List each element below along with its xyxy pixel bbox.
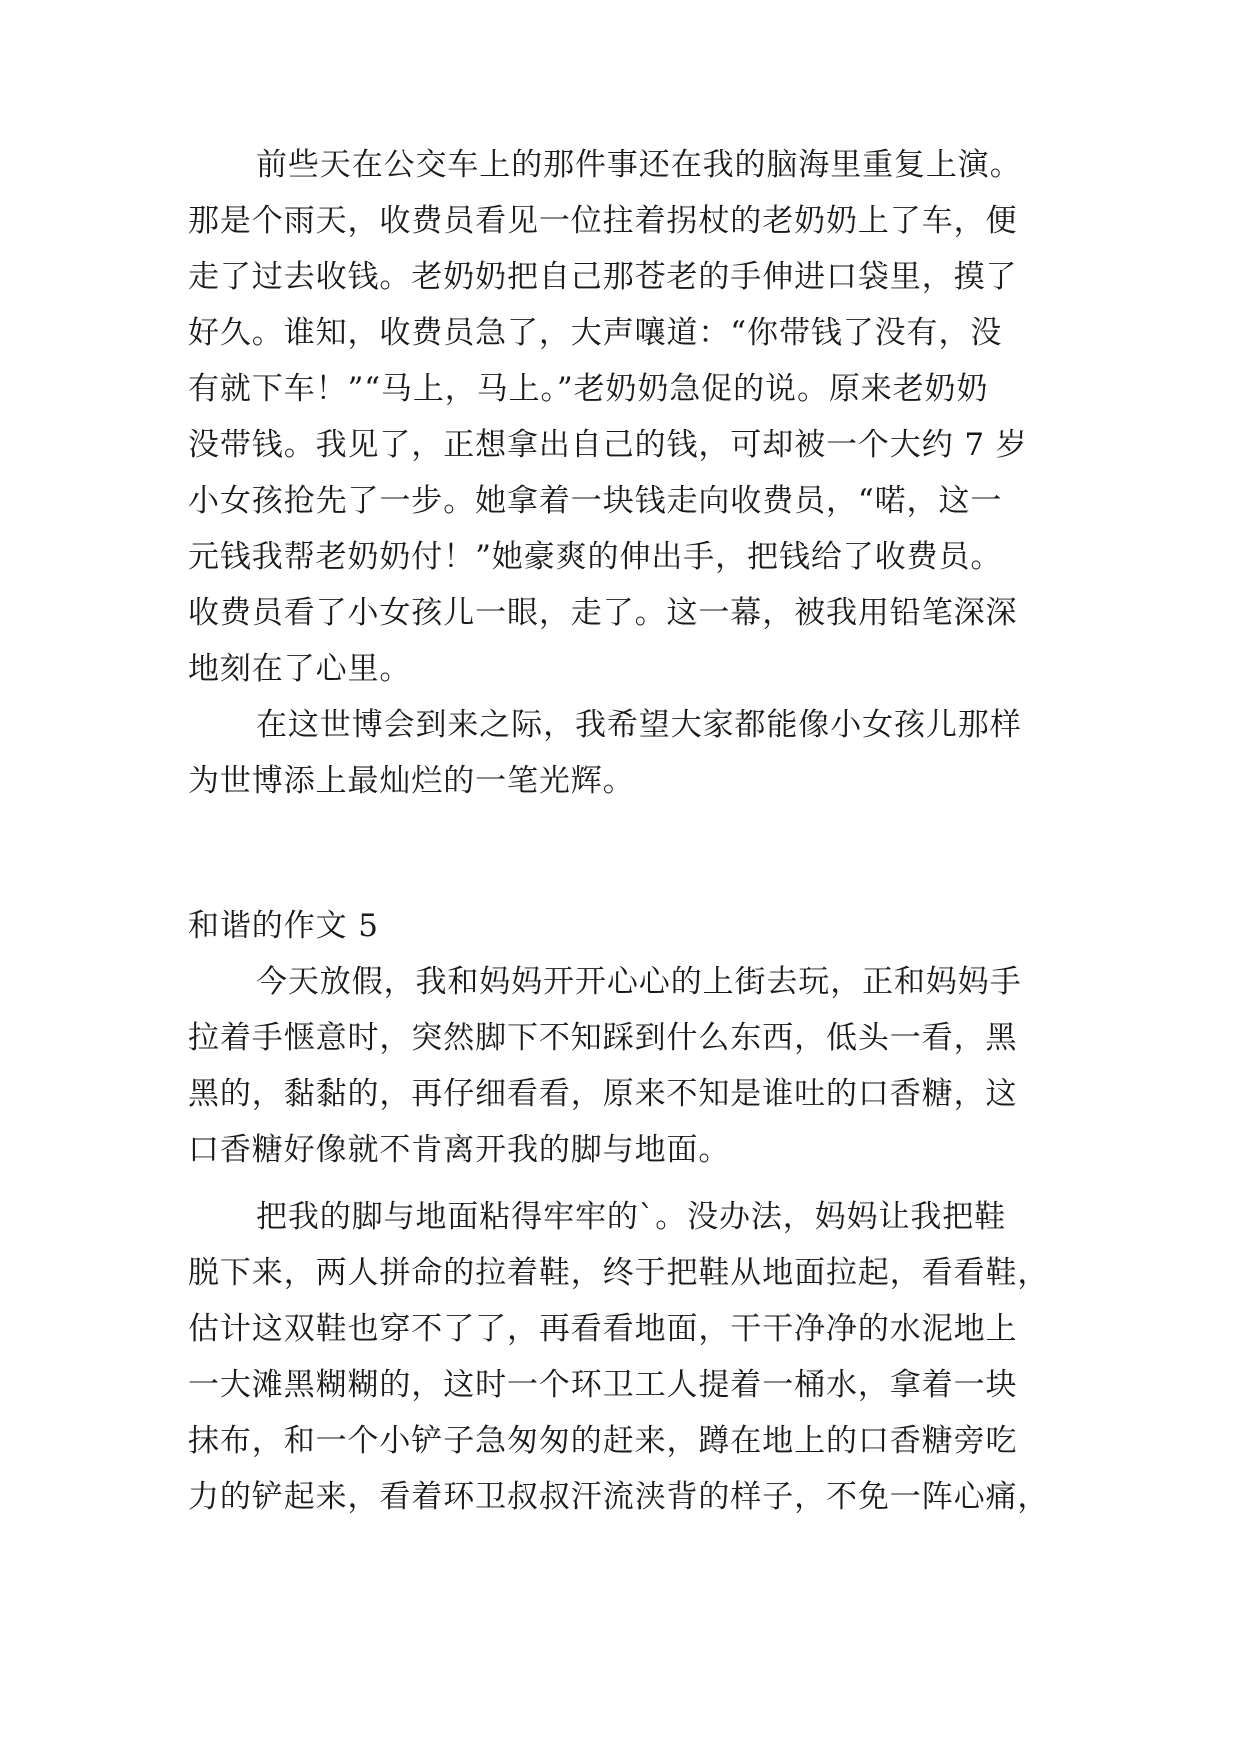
text-line: 那是个雨天，收费员看见一位拄着拐杖的老奶奶上了车，便 <box>188 203 1018 239</box>
text-line: 力的铲起来，看着环卫叔叔汗流浃背的样子，不免一阵心痛， <box>188 1479 1050 1515</box>
text-line: 抹布，和一个小铲子急匆匆的赶来，蹲在地上的口香糖旁吃 <box>188 1423 1018 1459</box>
text-line: 一大滩黑糊糊的，这时一个环卫工人提着一桶水，拿着一块 <box>188 1367 1018 1403</box>
text-line: 前些天在公交车上的那件事还在我的脑海里重复上演。 <box>256 147 1022 183</box>
text-line: 口香糖好像就不肯离开我的脚与地面。 <box>188 1132 731 1168</box>
essay-title: 和谐的作文 5 <box>188 908 379 944</box>
text-line: 收费员看了小女孩儿一眼，走了。这一幕，被我用铅笔深深 <box>188 595 1018 631</box>
text-line: 把我的脚与地面粘得牢牢的`。没办法，妈妈让我把鞋 <box>256 1199 1007 1235</box>
text-line: 小女孩抢先了一步。她拿着一块钱走向收费员，“喏，这一 <box>188 483 1003 519</box>
text-line: 估计这双鞋也穿不了了，再看看地面，干干净净的水泥地上 <box>188 1311 1018 1347</box>
text-line: 在这世博会到来之际，我希望大家都能像小女孩儿那样 <box>256 707 1022 743</box>
text-line: 为世博添上最灿烂的一笔光辉。 <box>188 763 635 799</box>
text-line: 元钱我帮老奶奶付！”她豪爽的伸出手，把钱给了收费员。 <box>188 539 1003 575</box>
text-line: 好久。谁知，收费员急了，大声嚷道：“你带钱了没有，没 <box>188 315 1003 351</box>
text-line: 没带钱。我见了，正想拿出自己的钱，可却被一个大约 7 岁 <box>188 427 1028 463</box>
text-line: 黑的，黏黏的，再仔细看看，原来不知是谁吐的口香糖，这 <box>188 1076 1018 1112</box>
text-line: 拉着手惬意时，突然脚下不知踩到什么东西，低头一看，黑 <box>188 1020 1018 1056</box>
text-line: 脱下来，两人拼命的拉着鞋，终于把鞋从地面拉起，看看鞋， <box>188 1255 1050 1291</box>
text-line: 走了过去收钱。老奶奶把自己那苍老的手伸进口袋里，摸了 <box>188 259 1018 295</box>
text-line: 今天放假，我和妈妈开开心心的上街去玩，正和妈妈手 <box>256 964 1022 1000</box>
text-line: 有就下车！”“马上，马上。”老奶奶急促的说。原来老奶奶 <box>188 371 989 407</box>
text-line: 地刻在了心里。 <box>188 651 412 687</box>
